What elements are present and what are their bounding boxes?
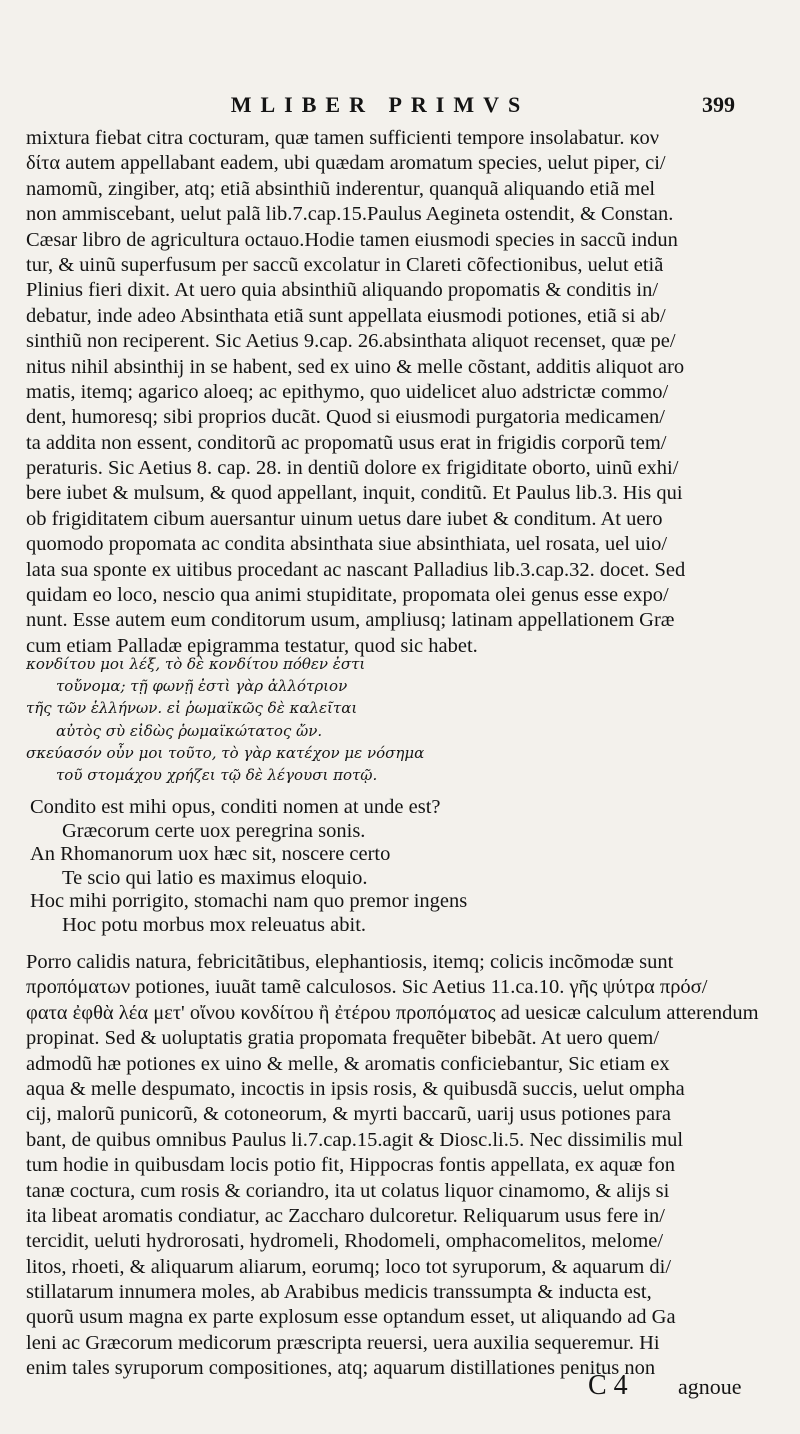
text-line: non ammiscebant, uelut palã lib.7.cap.15.Paulus Aegineta ostendit, & Constan.: [26, 203, 674, 226]
text-line: tanæ coctura, cum rosis & coriandro, ita ut colatus liquor cinamomo, & alijs si: [26, 1179, 670, 1202]
text-line: προπόματων potiones, iuuãt tamẽ calculosos. Sic Aetius 11.ca.10. γῆς ψύτρα πρόσ/: [26, 976, 708, 999]
text-line: bere iubet & mulsum, & quod appellant, inquit, conditũ. Et Paulus lib.3. His qui: [26, 482, 683, 505]
text-line: dent, humoresq; sibi proprios ducãt. Quod si eiusmodi purgatoria medicamen/: [26, 406, 665, 429]
greek-line: αὐτὸς σὺ εἰδὼς ῥωμαϊκώτατος ὤν.: [56, 721, 323, 740]
text-line: ta addita non essent, conditorũ ac propomatũ usus erat in frigidis corporũ tem/: [26, 431, 667, 454]
text-line: quorũ usum magna ex parte explosum esse optandum esset, ut aliquando ad Ga: [26, 1306, 676, 1329]
page-header: [0, 92, 800, 126]
catchword: agnoue: [678, 1374, 742, 1399]
text-line: enim tales syruporum compositiones, atq; aquarum distillationes penitus non: [26, 1357, 656, 1380]
text-line: Plinius fieri dixit. At uero quia absinthiũ aliquando propomatis & conditis in/: [26, 279, 659, 302]
text-line: cij, malorũ punicorũ, & cotoneorum, & myrti baccarũ, uarij usus potiones para: [26, 1103, 672, 1126]
folio-number: 399: [702, 92, 735, 117]
text-line: tum hodie in quibusdam locis potio fit, Hippocras fontis appellata, ex aquæ fon: [26, 1154, 676, 1177]
text-line: namomũ, zingiber, atq; etiã absinthiũ inderentur, quanquã aliquando etiã mel: [26, 177, 656, 200]
greek-line: τοὔνομα; τῇ φωνῇ ἐστὶ γὰρ ἀλλότριον: [56, 677, 348, 696]
text-line: debatur, inde adeo Absinthata etiã sunt appellata eiusmodi potiones, etiã si ab/: [26, 304, 666, 327]
text-line: ita libeat aromatis condiatur, ac Zaccharo dulcoretur. Reliquarum usus fere in/: [26, 1204, 665, 1227]
text-line: cum etiam Palladæ epigramma testatur, quod sic habet.: [26, 634, 478, 657]
text-line: δίτα autem appellabant eadem, ubi quædam aromatum species, uelut piper, ci/: [26, 152, 666, 175]
text-line: litos, rhoeti, & aliquarum aliarum, eorumq; loco tot syruporum, & aquarum di/: [26, 1255, 672, 1278]
text-line: Porro calidis natura, febricitãtibus, elephantiosis, itemq; colicis incõmodæ sunt: [26, 951, 674, 973]
text-line: ob frigiditatem cibum auersantur uinum uetus dare iubet & conditum. At uero: [26, 507, 663, 530]
verse-line: Græcorum certe uox peregrina sonis.: [62, 819, 366, 842]
text-line: Cæsar libro de agricultura octauo.Hodie tamen eiusmodi species in saccũ indun: [26, 228, 678, 251]
text-line: quomodo propomata ac condita absinthata siue absinthiata, uel rosata, uel uio/: [26, 533, 668, 556]
text-line: stillatarum innumera moles, ab Arabibus medicis transsumpta & inducta est,: [26, 1281, 652, 1304]
text-line: nunt. Esse autem eum conditorum usum, ampliusq; latinam appellationem Græ: [26, 609, 675, 632]
text-line: mixtura fiebat citra cocturam, quæ tamen sufficienti tempore insolabatur. κον: [26, 127, 660, 149]
verse-line: Condito est mihi opus, conditi nomen at unde est?: [30, 796, 441, 818]
continued-text-block: [26, 950, 774, 1382]
text-line: propinat. Sed & uoluptatis gratia propomata frequẽter bibebãt. At uero quem/: [26, 1027, 660, 1050]
text-line: admodũ hæ potiones ex uino & melle, & aromatis conficiebantur, Sic etiam ex: [26, 1052, 670, 1075]
text-line: peraturis. Sic Aetius 8. cap. 28. in dentiũ dolore ex frigiditate oborto, uinũ exhi/: [26, 457, 679, 480]
main-text-block: [26, 126, 774, 659]
text-line: nitus nihil absinthij in se habent, sed ex uino & melle cõstant, additis aliquot aro: [26, 355, 685, 378]
text-line: leni ac Græcorum medicorum præscripta reuersi, uera auxilia sequeremur. Hi: [26, 1331, 660, 1354]
greek-line: κονδίτου μοι λέξ, τὸ δὲ κονδίτου πόθεν ἐστι: [26, 655, 366, 673]
greek-line: σκεύασόν οὖν μοι τοῦτο, τὸ γὰρ κατέχον με νόσημα: [26, 743, 425, 762]
greek-line: τοῦ στομάχου χρήζει τῷ δὲ λέγουσι ποτῷ.: [56, 765, 378, 784]
text-line: sinthiũ non reciperent. Sic Aetius 9.cap. 26.absinthata aliquot recenset, quæ pe/: [26, 330, 676, 353]
running-title: MLIBER PRIMVS: [230, 92, 530, 117]
text-line: tur, & uinũ superfusum per saccũ excolatur in Clareti cõfectionibus, uelut etiã: [26, 253, 664, 276]
verse-line: Hoc mihi porrigito, stomachi nam quo premor ingens: [30, 890, 468, 912]
text-line: lata sua sponte ex uitibus procedant ac nascant Palladius lib.3.cap.32. docet. Sed: [26, 558, 686, 581]
text-line: quidam eo loco, nescio qua animi stupiditate, propomata olei genus esse expo/: [26, 584, 669, 607]
verse-line: Te scio qui latio es maximus eloquio.: [62, 866, 368, 889]
latin-verse-translation: [30, 796, 770, 937]
greek-epigram: [26, 653, 486, 786]
page-footer: [0, 1370, 800, 1402]
verse-line: Hoc potu morbus mox releuatus abit.: [62, 913, 367, 936]
text-line: φατα ἐφθὰ λέα μετ' οἴνου κονδίτου ἢ ἐτέρου προπόματος ad uesicæ calculum atterendum: [26, 1001, 759, 1024]
verse-line: An Rhomanorum uox hæc sit, noscere certo: [30, 843, 391, 865]
signature-mark: C 4: [588, 1370, 628, 1401]
text-line: tercidit, ueluti hydrorosati, hydromeli, Rhodomeli, omphacomelitos, melome/: [26, 1230, 664, 1253]
text-line: aqua & melle despumato, incoctis in ipsis rosis, & quibusdã succis, uelut ompha: [26, 1077, 685, 1100]
text-line: bant, de quibus omnibus Paulus li.7.cap.15.agit & Diosc.li.5. Nec dissimilis mul: [26, 1128, 684, 1151]
greek-line: τῆς τῶν ἑλλήνων. εἰ ῥωμαϊκῶς δὲ καλεῖται: [26, 699, 358, 718]
text-line: matis, itemq; agarico aloeq; ac epithymo, quo uidelicet aluo adstrictæ commo/: [26, 380, 669, 403]
